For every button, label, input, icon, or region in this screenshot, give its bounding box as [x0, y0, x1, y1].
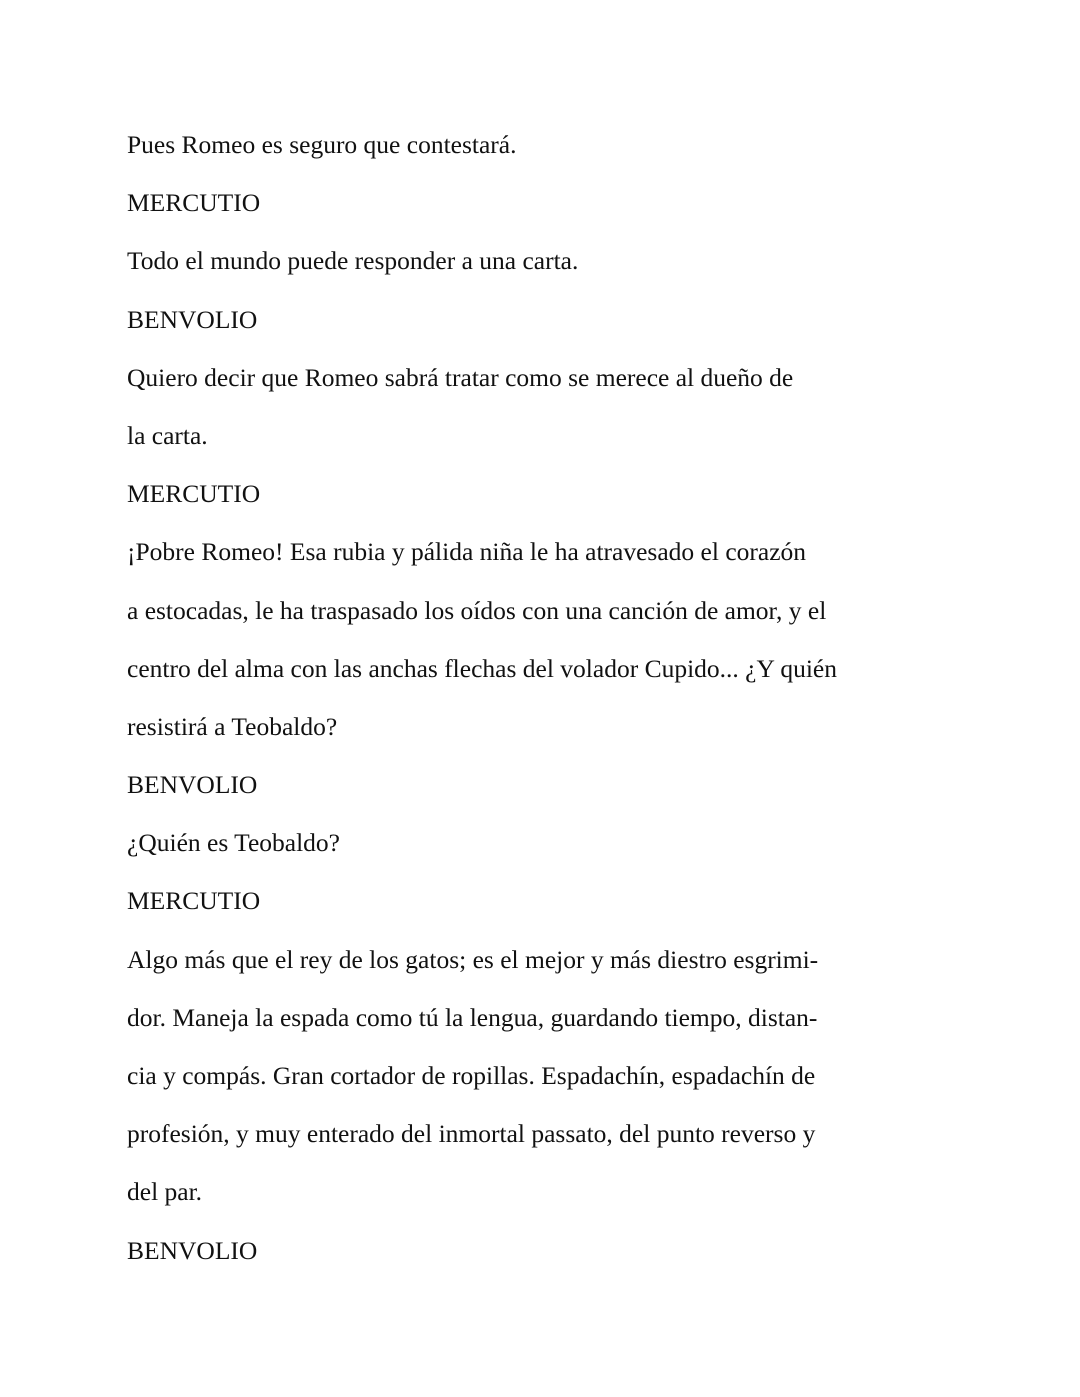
dialogue-line: del par.	[127, 1177, 203, 1207]
dialogue-line: Pues Romeo es seguro que contestará.	[127, 130, 517, 159]
speaker-name: MERCUTIO	[127, 479, 261, 509]
dialogue-line: a estocadas, le ha traspasado los oídos con una canción de amor, y el	[127, 595, 827, 625]
speaker-name: BENVOLIO	[127, 304, 258, 334]
speaker-name: BENVOLIO	[127, 770, 258, 800]
dialogue-line: Quiero decir que Romeo sabrá tratar como se merece al dueño de	[127, 362, 794, 392]
dialogue-line: la carta.	[127, 420, 208, 450]
speaker-name: MERCUTIO	[127, 188, 261, 218]
dialogue-line: ¡Pobre Romeo! Esa rubia y pálida niña le ha atravesado el corazón	[127, 537, 807, 567]
speaker-name: BENVOLIO	[127, 1235, 258, 1265]
dialogue-line: resistirá a Teobaldo?	[127, 711, 338, 741]
dialogue-line: centro del alma con las anchas flechas del volador Cupido... ¿Y quién	[127, 653, 837, 683]
dialogue-line: profesión, y muy enterado del inmortal passato, del punto reverso y	[127, 1119, 816, 1149]
dialogue-line: dor. Maneja la espada como tú la lengua, guardando tiempo, distan-	[127, 1002, 818, 1032]
dialogue-line: ¿Quién es Teobaldo?	[127, 828, 341, 858]
dialogue-line: cia y compás. Gran cortador de ropillas. Espadachín, espadachín de	[127, 1061, 816, 1090]
speaker-name: MERCUTIO	[127, 886, 261, 916]
play-text	[127, 125, 947, 1289]
dialogue-line: Algo más que el rey de los gatos; es el mejor y más diestro esgrimi-	[127, 944, 819, 974]
dialogue-line: Todo el mundo puede responder a una carta.	[127, 246, 579, 276]
